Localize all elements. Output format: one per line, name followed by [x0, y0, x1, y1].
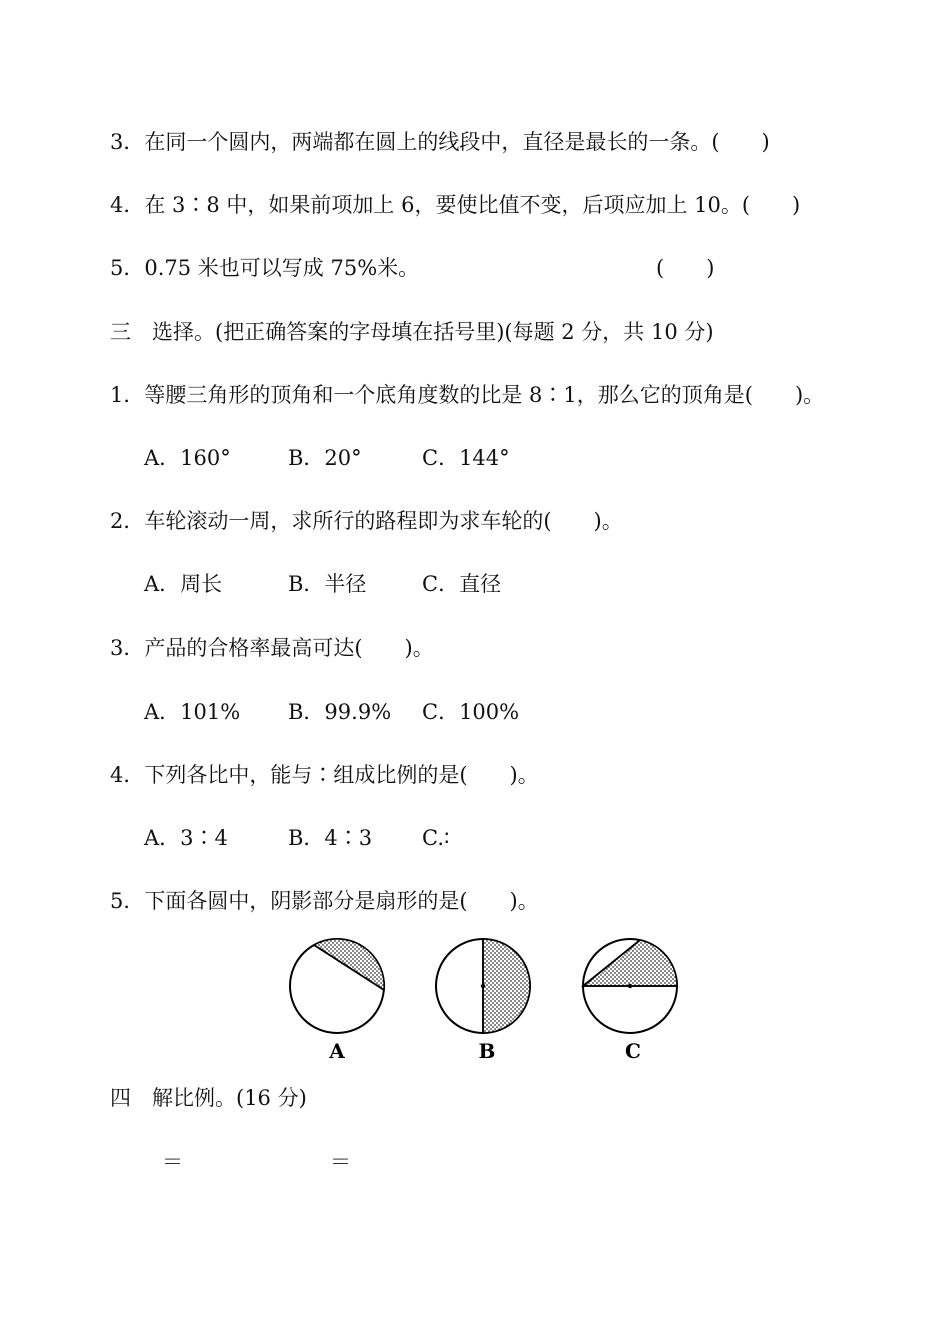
question-1-option-c: C．144°: [422, 446, 510, 470]
question-4-option-a: A．3∶4: [144, 826, 228, 850]
question-3-option-a: A．101%: [144, 700, 241, 724]
figure-label-c: C: [625, 1039, 641, 1063]
question-4-option-b: B．4∶3: [288, 826, 373, 850]
question-4-stem: 4．下列各比中，能与∶组成比例的是( )。: [110, 763, 539, 787]
figure-label-b: B: [478, 1039, 496, 1063]
judge-item-5-bracket: ( ): [656, 256, 715, 280]
question-3-option-b: B．99.9%: [288, 700, 392, 724]
question-2-option-a: A．周长: [144, 572, 223, 596]
judge-item-3: 3．在同一个圆内，两端都在圆上的线段中，直径是最长的一条。( ): [110, 130, 770, 154]
question-2-option-b: B．半径: [288, 572, 367, 596]
judge-item-5: 5．0.75 米也可以写成 75%米。: [110, 256, 420, 280]
circle-a: [290, 939, 384, 1063]
question-1-stem: 1．等腰三角形的顶角和一个底角度数的比是 8∶1，那么它的顶角是( )。: [110, 383, 825, 407]
question-2-option-c: C．直径: [422, 572, 502, 596]
question-3-option-c: C．100%: [422, 700, 520, 724]
proportion-equals-1: ＝: [162, 1150, 183, 1174]
judge-item-4: 4．在 3∶8 中，如果前项加上 6，要使比值不变，后项应加上 10。( ): [110, 193, 801, 217]
question-1-option-a: A．160°: [144, 446, 231, 470]
question-2-stem: 2．车轮滚动一周，求所行的路程即为求车轮的( )。: [110, 509, 623, 533]
section-4-title: 四 解比例。(16 分): [110, 1086, 307, 1110]
circle-figures: [280, 930, 700, 1070]
circle-b: [436, 939, 530, 1063]
question-5-stem: 5．下面各圆中，阴影部分是扇形的是( )。: [110, 889, 539, 913]
figure-label-a: A: [329, 1039, 345, 1063]
question-3-stem: 3．产品的合格率最高可达( )。: [110, 636, 434, 660]
proportion-equals-2: ＝: [330, 1150, 351, 1174]
circle-c: [583, 939, 677, 1063]
question-1-option-b: B．20°: [288, 446, 362, 470]
section-3-title: 三 选择。(把正确答案的字母填在括号里)(每题 2 分，共 10 分): [110, 320, 714, 344]
question-4-option-c: C.∶: [422, 826, 450, 850]
